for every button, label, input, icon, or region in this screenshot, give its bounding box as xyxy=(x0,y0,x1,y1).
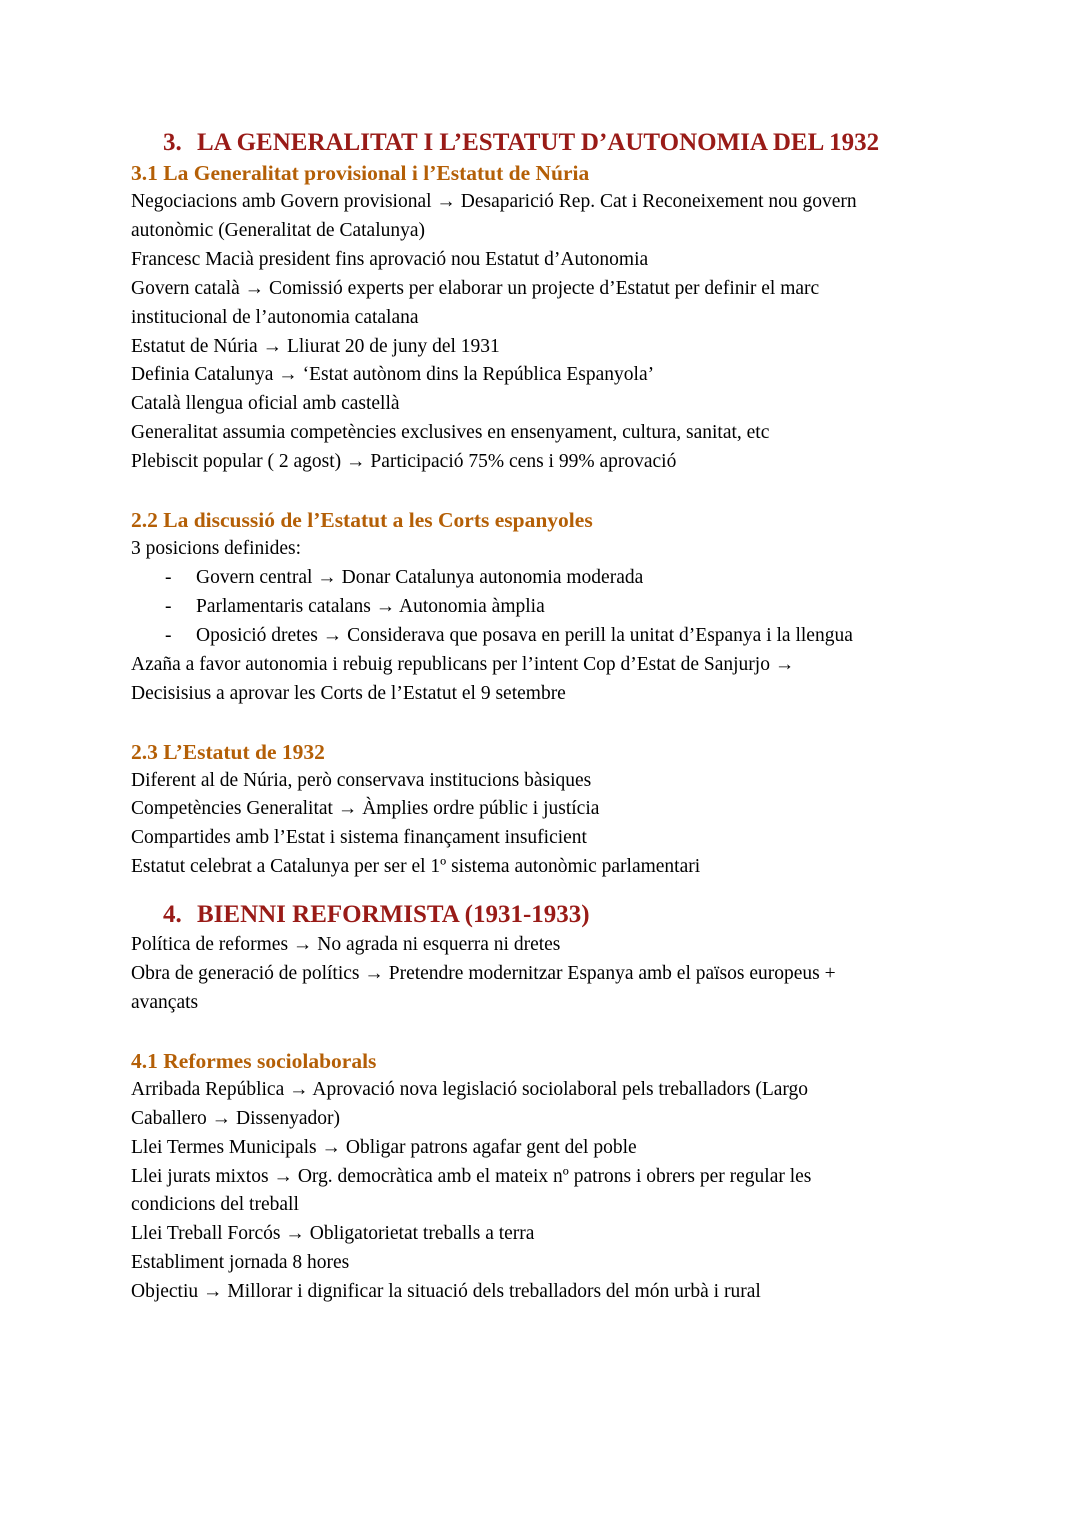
text-line: Objectiu → Millorar i dignificar la situació dels treballadors del món urbà i rural xyxy=(131,1281,761,1303)
subsection-3-1-body xyxy=(131,188,1031,477)
subsection-4-1-body xyxy=(131,1076,1031,1307)
section-4-number: 4. xyxy=(163,901,182,929)
text-line: condicions del treball xyxy=(131,1194,299,1216)
text-line: Competències Generalitat → Àmplies ordre públic i justícia xyxy=(131,798,600,820)
text-line: Establiment jornada 8 hores xyxy=(131,1252,350,1274)
section-4-heading xyxy=(163,899,1031,931)
text-line: Llei jurats mixtos → Org. democràtica amb el mateix nº patrons i obrers per regular les xyxy=(131,1165,812,1187)
bullet-dash: - xyxy=(165,624,172,646)
text-line: Plebiscit popular ( 2 agost) → Participació 75% cens i 99% aprovació xyxy=(131,451,677,473)
bullet-item xyxy=(131,622,1031,651)
text-line: Definia Catalunya → ‘Estat autònom dins la República Espanyola’ xyxy=(131,364,655,386)
text-line: 3 posicions definides: xyxy=(131,538,302,560)
bullet-dash: - xyxy=(165,595,172,617)
spacer xyxy=(131,709,1031,738)
text-line: Negociacions amb Govern provisional → Desaparició Rep. Cat i Reconeixement nou govern xyxy=(131,191,857,212)
bullet-item xyxy=(131,593,1031,622)
text-line: Obra de generació de polítics → Pretendre modernitzar Espanya amb el països europeus + xyxy=(131,963,836,985)
text-line: Llei Termes Municipals → Obligar patrons agafar gent del poble xyxy=(131,1136,637,1158)
text-line: Diferent al de Núria, però conservava institucions bàsiques xyxy=(131,769,592,791)
subsection-3-1-heading: 3.1 La Generalitat provisional i l’Estatut de Núria xyxy=(131,161,590,185)
spacer xyxy=(131,477,1031,506)
bullet-text: Parlamentaris catalans → Autonomia àmplia xyxy=(196,595,545,617)
subsection-2-2-heading: 2.2 La discussió de l’Estatut a les Corts espanyoles xyxy=(131,508,593,533)
spacer xyxy=(131,882,1031,899)
subsection-2-2-body xyxy=(131,535,1031,708)
text-line: Francesc Macià president fins aprovació nou Estatut d’Autonomia xyxy=(131,248,649,270)
text-line: Arribada República → Aprovació nova legislació sociolaboral pels treballadors (Largo xyxy=(131,1078,809,1100)
document-content xyxy=(131,127,1031,1307)
text-line: institucional de l’autonomia catalana xyxy=(131,306,419,328)
spacer xyxy=(131,1018,1031,1047)
section-3-title: LA GENERALITAT I L’ESTATUT D’AUTONOMIA DEL 1932 xyxy=(197,129,880,156)
text-line: Generalitat assumia competències exclusives en ensenyament, cultura, sanitat, etc xyxy=(131,422,770,444)
text-line: Azaña a favor autonomia i rebuig republicans per l’intent Cop d’Estat de Sanjurjo → xyxy=(131,653,795,675)
text-line: Llei Treball Forcós → Obligatorietat treballs a terra xyxy=(131,1223,535,1245)
bullet-text: Oposició dretes → Considerava que posava en perill la unitat d’Espanya i la llengua xyxy=(196,624,853,646)
subsection-4-1-heading: 4.1 Reformes sociolaborals xyxy=(131,1048,377,1073)
text-line: avançats xyxy=(131,991,199,1013)
section-4-intro xyxy=(131,931,1031,1018)
text-line: Compartides amb l’Estat i sistema finançament insuficient xyxy=(131,827,587,849)
bullet-dash: - xyxy=(165,566,172,588)
text-line: Estatut celebrat a Catalunya per ser el 1º sistema autonòmic parlamentari xyxy=(131,856,701,878)
text-line: Decisisius a aprovar les Corts de l’Estatut el 9 setembre xyxy=(131,682,566,704)
subsection-2-3-heading: 2.3 L’Estatut de 1932 xyxy=(131,739,325,764)
bullet-item xyxy=(131,564,1031,593)
text-line: Català llengua oficial amb castellà xyxy=(131,393,400,415)
text-line: Govern català → Comissió experts per elaborar un projecte d’Estatut per definir el marc xyxy=(131,277,820,299)
text-line: Política de reformes → No agrada ni esquerra ni dretes xyxy=(131,934,561,956)
section-3-number: 3. xyxy=(163,129,182,156)
bullet-text: Govern central → Donar Catalunya autonomia moderada xyxy=(196,566,644,588)
text-line: Estatut de Núria → Lliurat 20 de juny del 1931 xyxy=(131,335,500,357)
text-line: Caballero → Dissenyador) xyxy=(131,1107,341,1129)
section-3-heading xyxy=(163,127,1031,159)
subsection-2-3-body xyxy=(131,767,1031,883)
text-line: autonòmic (Generalitat de Catalunya) xyxy=(131,219,426,241)
section-4-title: BIENNI REFORMISTA (1931-1933) xyxy=(197,901,590,929)
